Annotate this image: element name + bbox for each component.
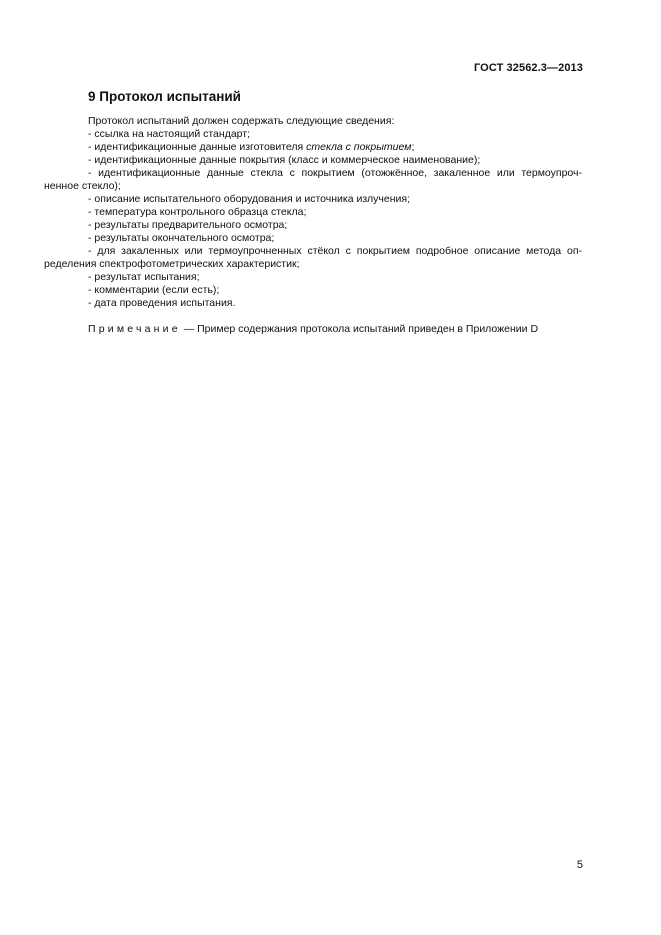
list-item: - результат испытания;	[88, 271, 200, 283]
note-text: — Пример содержания протокола испытаний приведен в Приложении D	[180, 323, 539, 335]
list-item: - результаты предварительного осмотра;	[88, 219, 288, 231]
list-item: - дата проведения испытания.	[88, 297, 236, 309]
list-item-wrapped	[88, 167, 582, 180]
page-number: 5	[576, 859, 583, 871]
section-body	[44, 115, 582, 336]
list-item-text: - идентификационные данные изготовителя	[88, 141, 307, 153]
list-item: - идентификационные данные покрытия (класс и коммерческое наименование);	[88, 154, 481, 166]
list-item: - комментарии (если есть);	[88, 284, 220, 296]
list-item	[88, 141, 582, 154]
list-item-continuation: ненное стекло);	[44, 180, 121, 192]
list-item-line: - для закаленных или термоупрочненных стёкол с покрытием подробное описание метода оп-	[88, 245, 582, 257]
list-item-emphasis: стекла с покрытием	[306, 141, 412, 153]
document-code: ГОСТ 32562.3—2013	[473, 62, 583, 74]
list-item-line: - идентификационные данные стекла с покрытием (отожжённое, закаленное или термоупроч-	[88, 167, 582, 179]
section-title: 9 Протокол испытаний	[88, 89, 241, 104]
list-item: - температура контрольного образца стекла;	[88, 206, 307, 218]
list-item: - результаты окончательного осмотра;	[88, 232, 275, 244]
list-item-continuation: ределения спектрофотометрических характеристик;	[44, 258, 300, 270]
list-item: - ссылка на настоящий стандарт;	[88, 128, 250, 140]
note	[88, 323, 582, 336]
note-label: Примечание	[88, 323, 181, 335]
list-item: - описание испытательного оборудования и источника излучения;	[88, 193, 411, 205]
intro-paragraph: Протокол испытаний должен содержать следующие сведения:	[88, 115, 395, 127]
list-item-punctuation: ;	[411, 141, 415, 153]
list-item-wrapped	[88, 245, 582, 258]
